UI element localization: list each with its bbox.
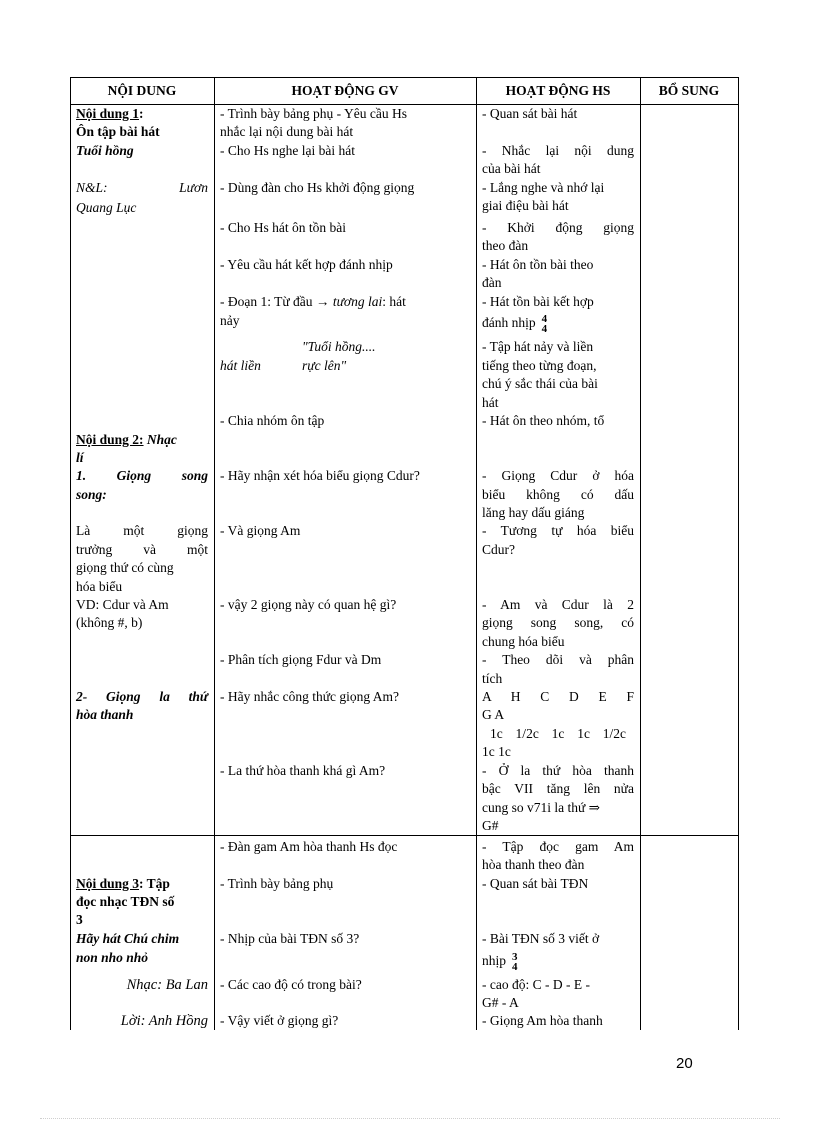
gv-row-10: - Và giọng Am (220, 523, 301, 538)
header-hoat-dong-gv: HOẠT ĐỘNG GV (291, 83, 399, 98)
table-left-border (70, 77, 71, 1030)
hs-row-19: - Giọng Am hòa thanh (482, 1013, 603, 1028)
gv-row-5: - Yêu cầu hát kết hợp đánh nhịp (220, 257, 393, 272)
hs-row-14: - Ở la thứ hòa thanh (482, 763, 634, 778)
gv-row-18: - Các cao độ có trong bài? (220, 977, 362, 992)
hs-row-18-cont: G# - A (482, 995, 519, 1010)
definition-line-4: hóa biểu (76, 579, 123, 594)
hs-row-16: - Quan sát bài TĐN (482, 876, 589, 891)
table-right-border (738, 77, 739, 1030)
hs-row-5: - Hát ôn tồn bài theo (482, 257, 594, 272)
section-1-heading: 1. Giọng song (76, 468, 208, 483)
content-2-label: Nội dung 2: Nhạc (76, 432, 177, 447)
hs-row-14-cont-1: bậc VII tăng lên nửa (482, 781, 634, 796)
gv-row-1-cont: nhắc lại nội dung bài hát (220, 124, 354, 139)
hs-row-15-cont: hòa thanh theo đàn (482, 857, 585, 872)
gv-row-17: - Nhịp của bài TĐN số 3? (220, 931, 360, 946)
gv-row-1: - Trình bày bảng phụ - Yêu cầu Hs (220, 106, 407, 121)
hs-row-12: - Theo dõi và phân (482, 652, 634, 667)
definition-line-3: giọng thứ có cùng (76, 560, 174, 575)
hs-row-4-cont: theo đàn (482, 238, 529, 253)
gv-row-13: - Hãy nhắc công thức giọng Am? (220, 689, 400, 704)
hs-row-10: - Tương tự hóa biểu (482, 523, 634, 538)
hs-row-17: - Bài TĐN số 3 viết ở (482, 931, 600, 946)
content-2-title-2: lí (76, 450, 84, 465)
gv-row-4: - Cho Hs hát ôn tồn bài (220, 220, 346, 235)
hs-row-2: - Nhắc lại nội dung (482, 143, 634, 158)
hs-row-9-cont-2: lăng hay dấu giáng (482, 505, 585, 520)
song-3-title: Hãy hát Chú chim (76, 931, 180, 946)
gv-row-14: - La thứ hòa thanh khá gì Am? (220, 763, 386, 778)
gv-row-16: - Trình bày bảng phụ (220, 876, 334, 891)
hs-row-6-cont: đánh nhịp 4 4 (482, 313, 548, 335)
content-3-title-2: đọc nhạc TĐN số (76, 894, 175, 909)
hs-row-2-cont: của bài hát (482, 161, 541, 176)
hs-row-10-cont: Cdur? (482, 542, 515, 557)
header-hoat-dong-hs: HOẠT ĐỘNG HS (505, 83, 611, 98)
hs-row-14-cont-3: G# (482, 818, 499, 833)
hs-row-15: - Tập đọc gam Am (482, 839, 634, 854)
definition-line-1: Là một giọng (76, 523, 208, 538)
example-line-1: VD: Cdur và Am (76, 597, 169, 612)
hs-row-4: - Khởi động giọng (482, 220, 634, 235)
hs-row-7-cont-1: tiếng theo từng đoạn, (482, 358, 597, 373)
content-3-label: Nội dung 3: Tập (76, 876, 170, 891)
song-3-music: Nhạc: Ba Lan (126, 977, 208, 993)
column-divider-2 (476, 77, 477, 1030)
gv-row-19: - Vậy viết ở giọng gì? (220, 1013, 339, 1028)
hs-row-5-cont: đàn (482, 275, 502, 290)
column-divider-1 (214, 77, 215, 1030)
hs-row-11-cont-1: giọng song song, có (482, 615, 634, 630)
header-bo-sung: BỔ SUNG (658, 83, 720, 98)
section-2-heading-2: hòa thanh (76, 707, 134, 722)
header-noi-dung: NỘI DUNG (107, 83, 177, 98)
content-3-title-3: 3 (76, 912, 83, 927)
song-3-lyrics: Lời: Anh Hồng (120, 1013, 208, 1029)
hs-row-7-cont-3: hát (482, 395, 499, 410)
hs-row-3: - Lắng nghe và nhớ lại (482, 180, 605, 195)
hs-row-7: - Tập hát nảy và liền (482, 339, 594, 354)
time-signature-3-4: 3 4 (512, 951, 518, 973)
example-line-2: (không #, b) (76, 615, 143, 630)
gv-row-9: - Hãy nhận xét hóa biểu giọng Cdur? (220, 468, 420, 483)
content-1-author-2: Quang Lục (76, 200, 137, 215)
hs-row-3-cont: giai điệu bài hát (482, 198, 569, 213)
gv-row-2: - Cho Hs nghe lại bài hát (220, 143, 355, 158)
gv-row-12: - Phân tích giọng Fdur và Dm (220, 652, 382, 667)
hs-row-13-cont-2: 1c 1/2c 1c 1c 1/2c (490, 726, 626, 741)
hs-row-11: - Am và Cdur là 2 (482, 597, 634, 612)
time-signature-4-4: 4 4 (541, 313, 548, 335)
gv-row-7: "Tuổi hồng.... rực lên" (302, 339, 376, 373)
content-1-title: Ôn tập bài hát (76, 124, 160, 139)
song-3-title-2: non nho nhỏ (76, 950, 149, 965)
hs-row-8: - Hát ôn theo nhóm, tổ (482, 413, 605, 428)
hs-row-9-cont-1: biểu không có dấu (482, 487, 634, 502)
gv-row-3: - Dùng đàn cho Hs khởi động giọng (220, 180, 415, 195)
content-1-song: Tuổi hồng (76, 143, 134, 158)
hs-row-12-cont: tích (482, 671, 503, 686)
gv-row-6: - Đoạn 1: Từ đầu → tương lai: hát (220, 294, 406, 309)
content-1-label: Nội dung 1: (76, 106, 144, 121)
column-divider-3 (640, 77, 641, 1030)
hs-row-14-cont-2: cung so v71i la thứ ⇒ (482, 800, 600, 815)
gv-row-11: - vậy 2 giọng này có quan hệ gì? (220, 597, 397, 612)
hs-row-13-cont-3: 1c 1c (482, 744, 511, 759)
hs-row-17-cont: nhịp 3 4 (482, 951, 518, 973)
hs-row-18: - cao độ: C - D - E - (482, 977, 590, 992)
gv-row-15: - Đàn gam Am hòa thanh Hs đọc (220, 839, 398, 854)
page-bottom-divider (40, 1118, 780, 1119)
hs-row-6: - Hát tồn bài kết hợp (482, 294, 594, 309)
content-1-author: N&L: Lươn (76, 180, 208, 195)
hs-row-11-cont-2: chung hóa biểu (482, 634, 565, 649)
hs-row-9: - Giọng Cdur ở hóa (482, 468, 634, 483)
gv-row-8: - Chia nhóm ôn tập (220, 413, 325, 428)
gv-row-7-cont: hát liền (220, 358, 261, 373)
section-1-heading-2: song: (76, 487, 107, 502)
page-number: 20 (676, 1055, 693, 1072)
hs-row-13: A H C D E F (482, 689, 634, 704)
hs-row-1: - Quan sát bài hát (482, 106, 578, 121)
definition-line-2: trưởng và một (76, 542, 208, 557)
gv-row-6-cont: nảy (220, 313, 240, 328)
hs-row-7-cont-2: chú ý sắc thái của bài (482, 376, 598, 391)
section-2-heading: 2- Giọng la thứ (76, 689, 208, 704)
hs-row-13-cont-1: G A (482, 707, 505, 722)
row-divider (70, 835, 739, 836)
